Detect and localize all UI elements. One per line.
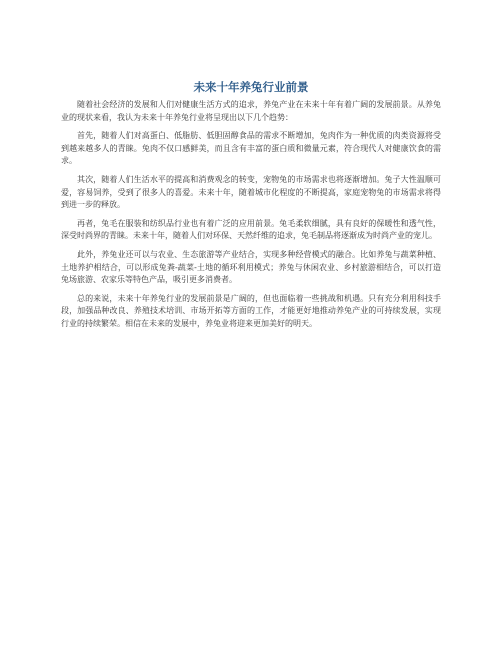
document-body (61, 99, 441, 337)
paragraph-rabbit-fur: 再者，兔毛在服装和纺织品行业也有着广泛的应用前景。兔毛柔软细腻，具有良好的保暖性和透气性，深受时尚界的青睐。未来十年，随着人们对环保、天然纤维的追求，兔毛制品将逐渐成为时尚产业的宠儿。 (61, 218, 441, 241)
paragraph-rabbit-meat: 首先，随着人们对高蛋白、低脂肪、低胆固醇食品的需求不断增加，兔肉作为一种优质的肉类资源将受到越来越多人的青睐。兔肉不仅口感鲜美，而且含有丰富的蛋白质和微量元素，符合现代人对健康饮食的需求。 (61, 131, 441, 166)
paragraph-integration: 此外，养兔业还可以与农业、生态旅游等产业结合，实现多种经营模式的融合。比如养兔与蔬菜种植、土地养护相结合，可以形成兔粪-蔬菜-土地的循环利用模式；养兔与休闲农业、乡村旅游相结合，可以打造兔场旅游、农家乐等特色产品，吸引更多消费者。 (61, 249, 441, 285)
paragraph-intro: 随着社会经济的发展和人们对健康生活方式的追求，养兔产业在未来十年有着广阔的发展前景。从养兔业的现状来看，我认为未来十年养兔行业将呈现出以下几个趋势： (61, 100, 441, 122)
paragraph-conclusion: 总的来说，未来十年养兔行业的发展前景是广阔的，但也面临着一些挑战和机遇。只有充分利用科技手段，加强品种改良、养殖技术培训、市场开拓等方面的工作，才能更好地推动养兔产业的可持续发展，实现行业的持续繁荣。相信在未来的发展中，养兔业将迎来更加美好的明天。 (61, 293, 441, 328)
paragraph-pet-rabbits: 其次，随着人们生活水平的提高和消费观念的转变，宠物兔的市场需求也将逐渐增加。兔子大性温顺可爱，容易饲养，受到了很多人的喜爱。未来十年，随着城市化程度的不断提高，家庭宠物兔的市场需求将得到进一步的释放。 (61, 174, 441, 210)
document-title: 未来十年养兔行业前景 (193, 80, 309, 94)
